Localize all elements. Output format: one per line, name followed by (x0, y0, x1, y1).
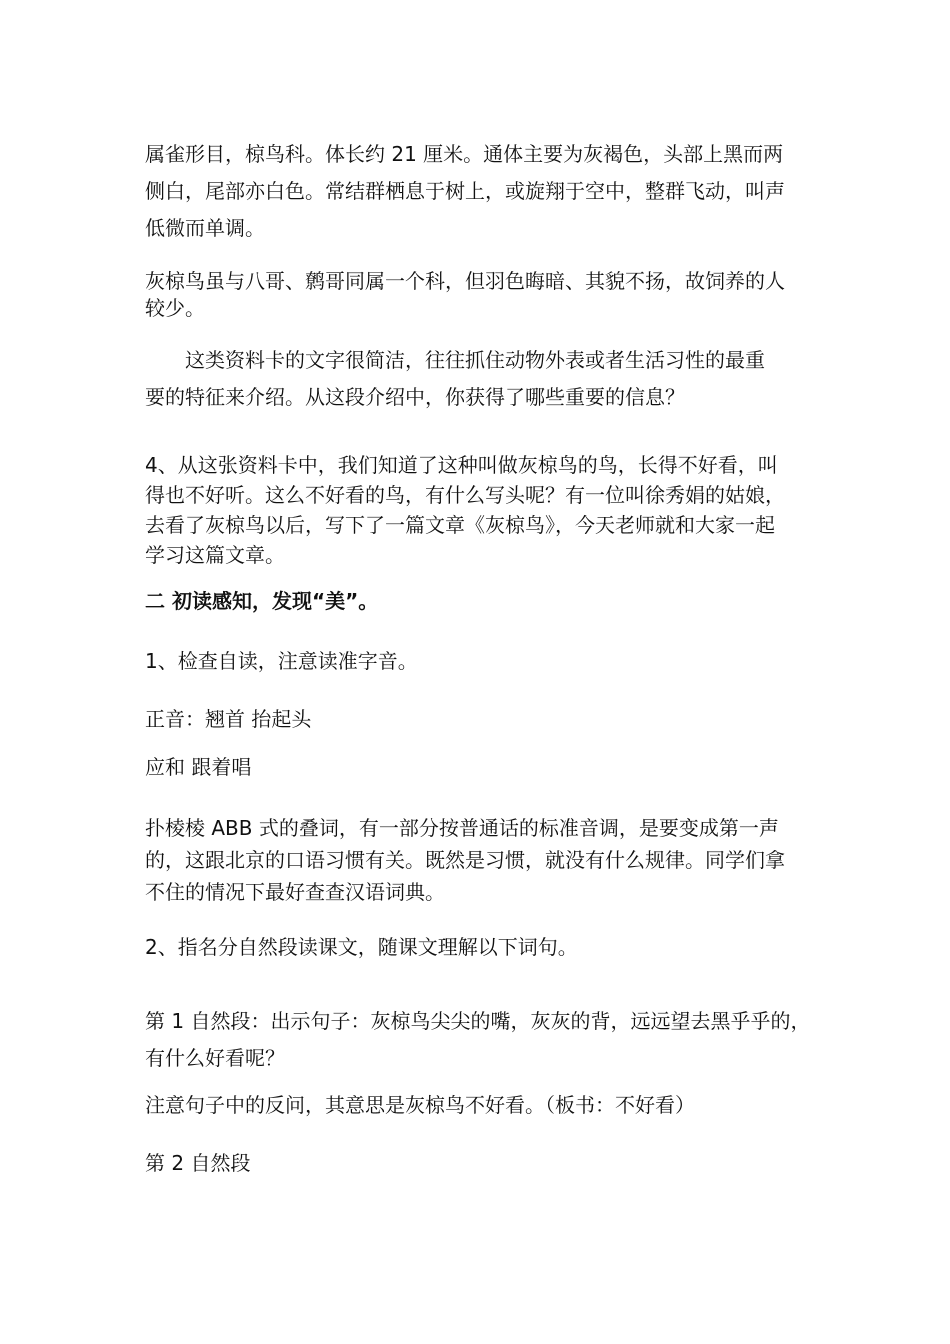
heading-text: 二 初读感知，发现“美”。 (145, 589, 379, 613)
paragraph-step-1 (145, 646, 810, 676)
text-line: 较少。 (145, 296, 205, 320)
text-line: 注意句子中的反问，其意思是灰椋鸟不好看。（板书：不好看） (145, 1093, 695, 1117)
text-line: 灰椋鸟虽与八哥、鹩哥同属一个科，但羽色晦暗、其貌不扬，故饲养的人 (145, 269, 785, 293)
section-heading (145, 586, 810, 616)
text-line: 得也不好听。这么不好看的鸟，有什么写头呢？有一位叫徐秀娟的姑娘， (145, 483, 785, 507)
paragraph-card-note (145, 342, 810, 416)
paragraph-abb-words (145, 812, 810, 908)
text-line: 第 2 自然段 (145, 1151, 251, 1175)
text-line: 属雀形目，椋鸟科。体长约 21 厘米。通体主要为灰褐色，头部上黑而两 (145, 142, 784, 166)
text-line: 学习这篇文章。 (145, 543, 285, 567)
text-line: 扑棱棱 ABB 式的叠词，有一部分按普通话的标准音调，是要变成第一声 (145, 816, 779, 840)
paragraph-step-2 (145, 932, 810, 962)
text-line: 应和 跟着唱 (145, 755, 252, 779)
text-line: 1、检查自读，注意读准字音。 (145, 649, 418, 673)
paragraph-pronunciation-1 (145, 704, 810, 734)
paragraph-bird-family (145, 268, 810, 322)
text-line: 侧白，尾部亦白色。常结群栖息于树上，或旋翔于空中，整群飞动，叫声 (145, 179, 785, 203)
text-line: 第 1 自然段：出示句子：灰椋鸟尖尖的嘴，灰灰的背，远远望去黑乎乎的， (145, 1009, 811, 1033)
text-line: 去看了灰椋鸟以后，写下了一篇文章《灰椋鸟》，今天老师就和大家一起 (145, 513, 775, 537)
text-line: 要的特征来介绍。从这段介绍中，你获得了哪些重要的信息？ (145, 385, 685, 409)
paragraph-bird-description (145, 136, 810, 247)
paragraph-section-2 (145, 1148, 810, 1178)
text-line: 低微而单调。 (145, 216, 265, 240)
text-line: 不住的情况下最好查查汉语词典。 (145, 880, 445, 904)
text-line: 有什么好看呢？ (145, 1046, 285, 1070)
text-line: 2、指名分自然段读课文，随课文理解以下词句。 (145, 935, 578, 959)
text-line: 这类资料卡的文字很简洁，往往抓住动物外表或者生活习性的最重 (145, 348, 765, 372)
paragraph-pronunciation-2 (145, 752, 810, 782)
text-line: 的，这跟北京的口语习惯有关。既然是习惯，就没有什么规律。同学们拿 (145, 848, 785, 872)
paragraph-step-4 (145, 450, 810, 570)
text-line: 正音：翘首 抬起头 (145, 707, 312, 731)
text-line: 4、从这张资料卡中，我们知道了这种叫做灰椋鸟的鸟，长得不好看，叫 (145, 453, 778, 477)
paragraph-rhetorical-note (145, 1090, 810, 1120)
paragraph-section-1 (145, 1003, 810, 1077)
